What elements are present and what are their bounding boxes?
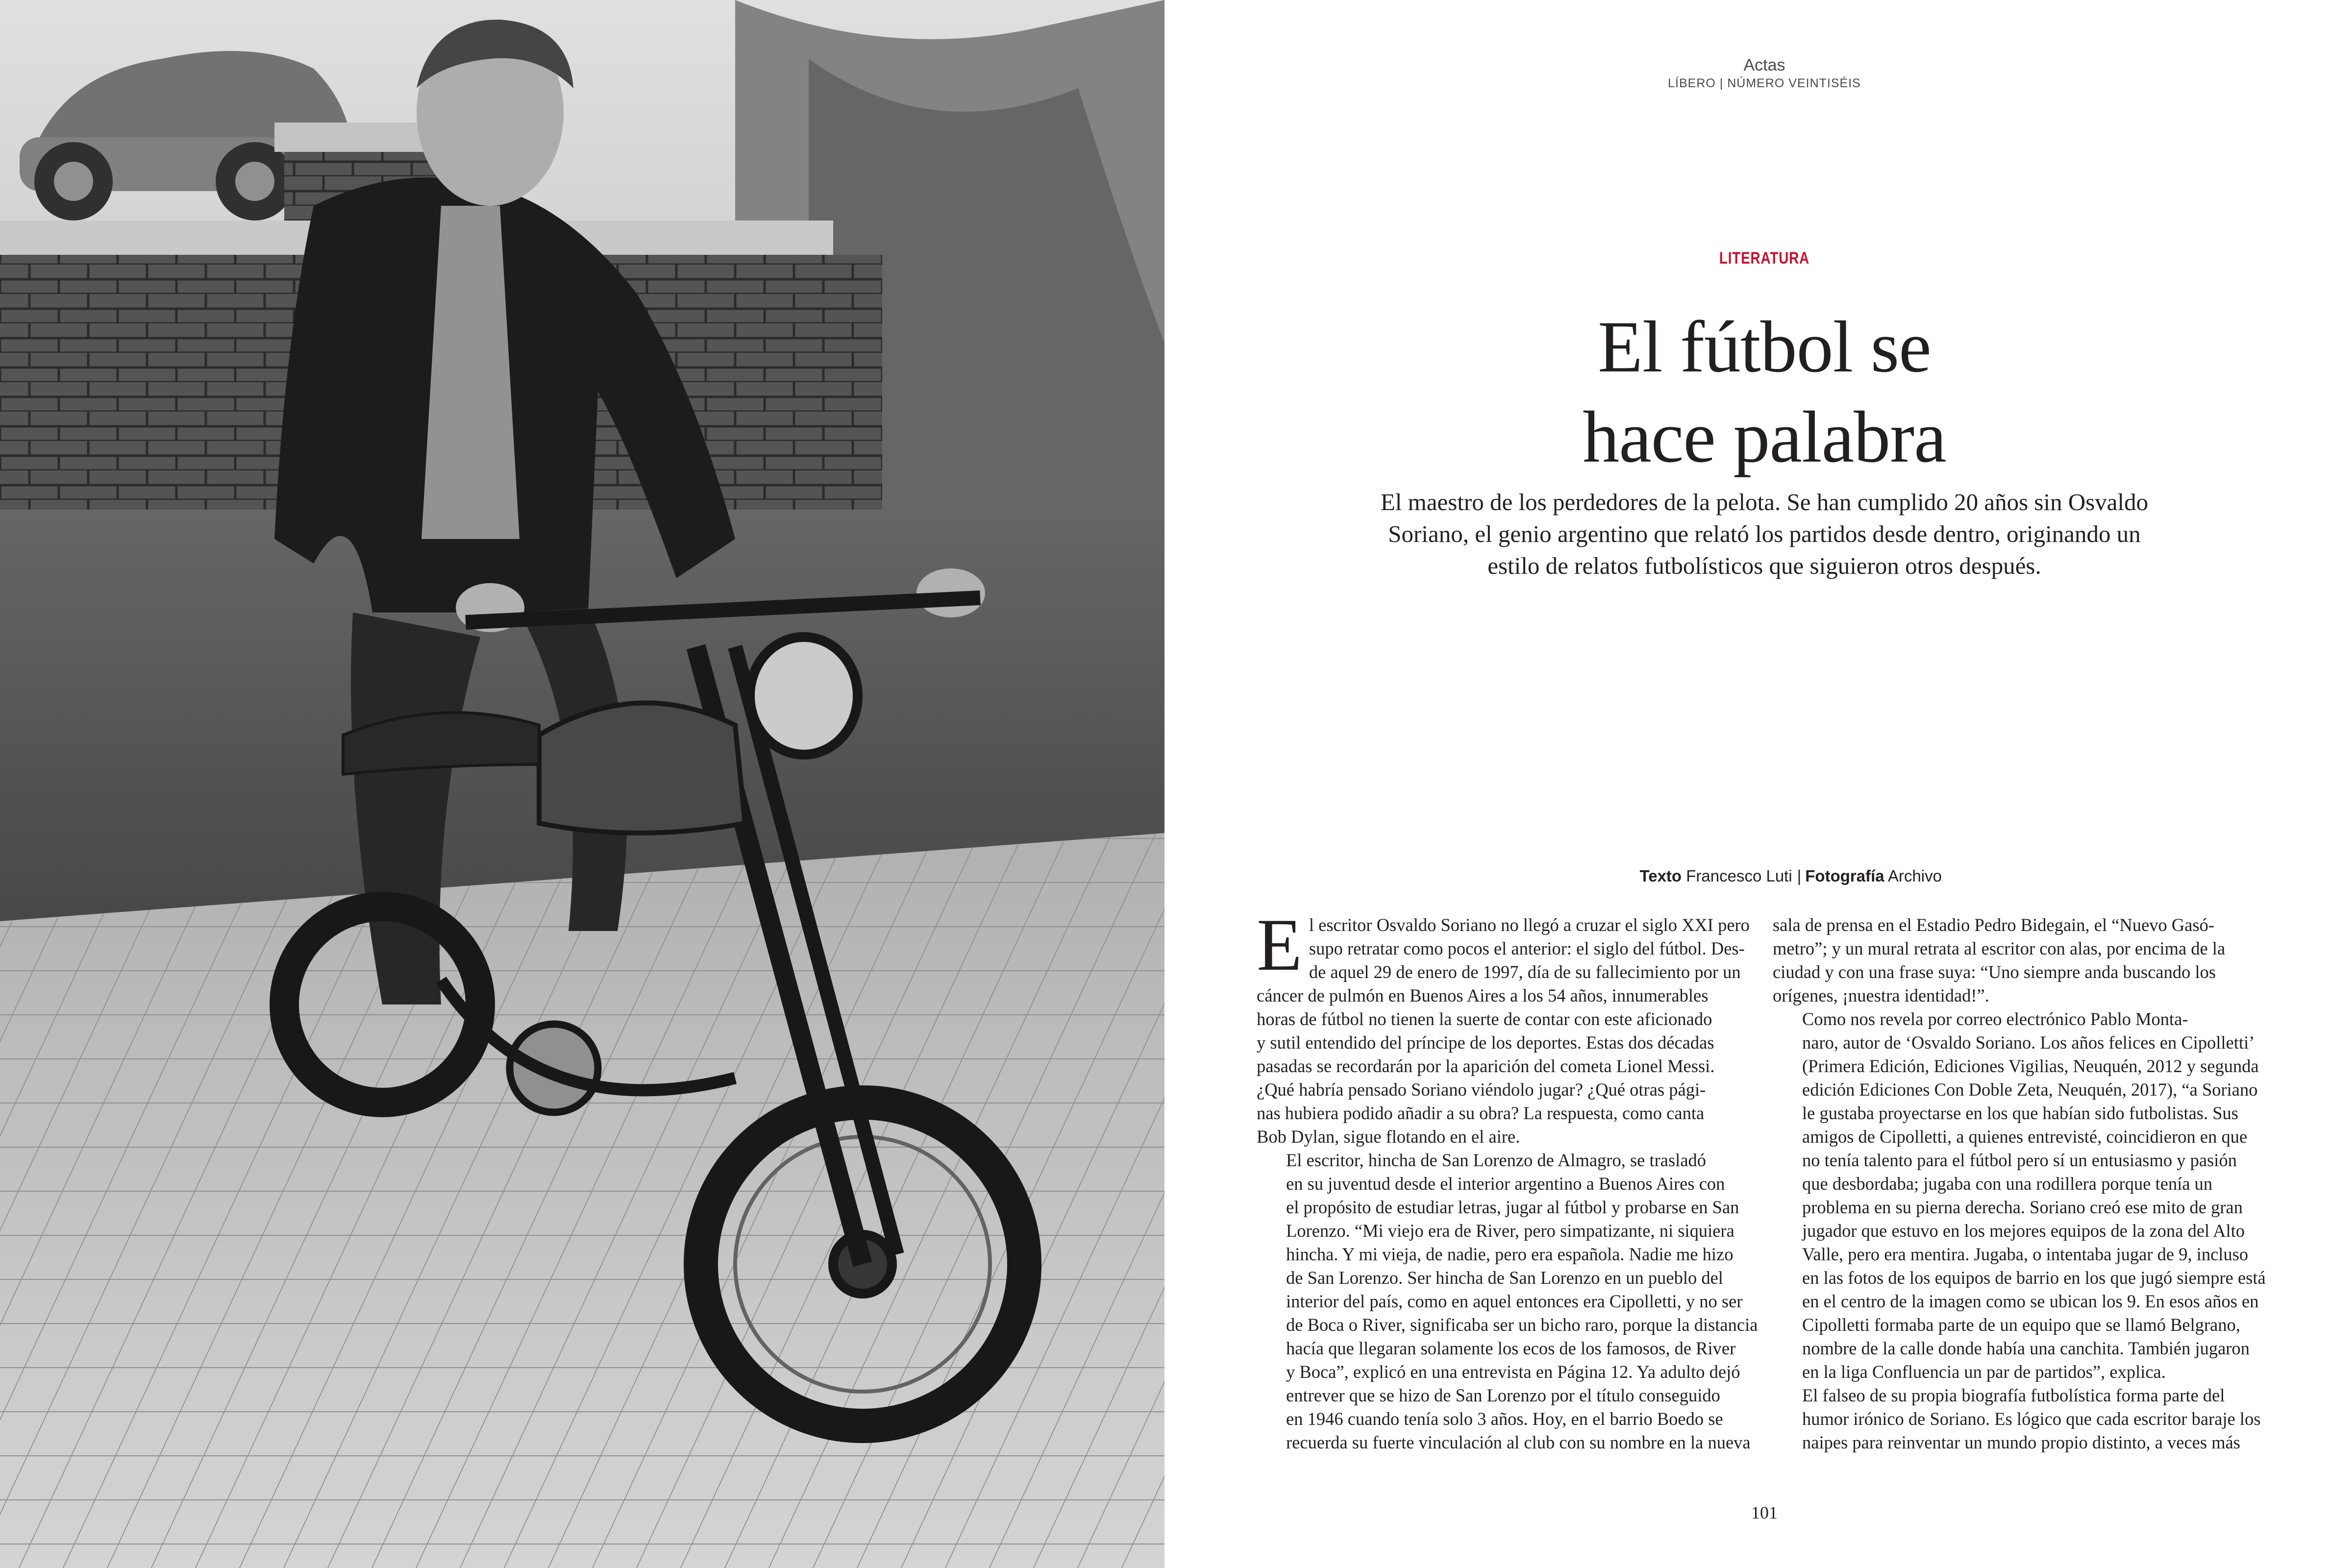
- text-line: hacía que llegaran solamente los ecos de los famosos, de River: [1286, 1338, 1736, 1358]
- article-lede: [1372, 486, 2156, 582]
- text-line: el propósito de estudiar letras, jugar al fútbol y probarse en San: [1286, 1197, 1739, 1217]
- page-number: 101: [1751, 1503, 1778, 1522]
- text-line: en su juventud desde el interior argentino a Buenos Aires con: [1286, 1174, 1725, 1194]
- text-line: amigos de Cipolletti, a quienes entrevisté, coincidieron en que: [1802, 1127, 2248, 1147]
- text-line: sala de prensa en el Estadio Pedro Bidegain, el “Nuevo Gasó-: [1773, 915, 2215, 935]
- text-line: edición Ediciones Con Doble Zeta, Neuquén, 2017), “a Soriano: [1802, 1079, 2258, 1100]
- article-title: [1421, 302, 2107, 482]
- text-line: recuerda su fuerte vinculación al club con su nombre en la nueva: [1286, 1432, 1751, 1452]
- text-line: metro”; y un mural retrata al escritor con alas, por encima de la: [1773, 938, 2226, 958]
- section-name: Actas: [1743, 56, 1785, 74]
- text-line: nombre de la calle donde había una canchita. También jugaron: [1802, 1338, 2250, 1358]
- text-line: le gustaba proyectarse en los que habían sido futbolistas. Sus: [1802, 1103, 2239, 1123]
- text-line: jugador que estuvo en los mejores equipos de la zona del Alto: [1802, 1221, 2245, 1241]
- byline-separator: |: [1797, 867, 1802, 885]
- paragraph: [1257, 1149, 1758, 1454]
- text-line: pasadas se recordarán por la aparición del cometa Lionel Messi.: [1257, 1056, 1715, 1076]
- text-line: humor irónico de Soriano. Es lógico que cada escritor baraje los: [1802, 1409, 2261, 1429]
- text-line: supo retratar como pocos el anterior: el siglo del fútbol. Des-: [1309, 938, 1745, 958]
- paragraph: [1773, 1007, 2266, 1384]
- paragraph: [1773, 913, 2224, 1007]
- lede-line-3: estilo de relatos futbolísticos que siguieron otros después.: [1487, 552, 2041, 579]
- text-line: en 1946 cuando tenía solo 3 años. Hoy, en el barrio Boedo se: [1286, 1409, 1723, 1429]
- text-line: en el centro de la imagen como se ubican los 9. En esos años en: [1802, 1291, 2259, 1311]
- text-line: entrever que se hizo de San Lorenzo por el título conseguido: [1286, 1385, 1720, 1405]
- text-line: problema en su pierna derecha. Soriano creó ese mito de gran: [1802, 1197, 2243, 1217]
- text-line: Como nos revela por correo electrónico Pablo Monta-: [1802, 1009, 2188, 1029]
- text-line: El falseo de su propia biografía futbolística forma parte del: [1802, 1385, 2225, 1405]
- text-line: cáncer de pulmón en Buenos Aires a los 54 años, innumerables: [1257, 985, 1709, 1005]
- text-line: en las fotos de los equipos de barrio en los que jugó siempre está: [1802, 1268, 2266, 1288]
- paragraph: [1257, 904, 1750, 1149]
- text-line: ciudad y con una frase suya: “Uno siempre anda buscando los: [1773, 962, 2216, 982]
- text-line: nas hubiera podido añadir a su obra? La respuesta, como canta: [1257, 1103, 1705, 1123]
- paragraph: [1773, 1384, 2261, 1454]
- body-column-2: [1773, 913, 2266, 1454]
- text-line: (Primera Edición, Ediciones Vigilias, Neuquén, 2012 y segunda: [1802, 1056, 2259, 1076]
- text-line: de Boca o River, significaba ser un bicho raro, porque la distancia: [1286, 1315, 1758, 1335]
- byline: [1640, 866, 1942, 886]
- text-line: Lorenzo. “Mi viejo era de River, pero simpatizante, ni siquiera: [1286, 1221, 1734, 1241]
- byline-text-label: Texto: [1639, 867, 1682, 885]
- issue-label: LÍBERO | NÚMERO VEINTISÉIS: [1668, 76, 1861, 90]
- lede-line-2: Soriano, el genio argentino que relató los partidos desde dentro, originando un: [1388, 520, 2141, 547]
- text-line: y sutil entendido del príncipe de los deportes. Estas dos décadas: [1257, 1032, 1714, 1053]
- text-line: orígenes, ¡nuestra identidad!”.: [1773, 985, 1989, 1005]
- text-line: Bob Dylan, sigue flotando en el aire.: [1257, 1127, 1520, 1147]
- body-column-1: [1257, 904, 1758, 1454]
- text-line: naro, autor de ‘Osvaldo Soriano. Los años felices en Cipolletti’: [1802, 1032, 2255, 1053]
- text-line: de San Lorenzo. Ser hincha de San Lorenzo en un pueblo del: [1286, 1268, 1723, 1288]
- text-line: en la liga Confluencia un par de partidos”, explica.: [1802, 1362, 2166, 1382]
- text-line: de aquel 29 de enero de 1997, día de su fallecimiento por un: [1309, 962, 1741, 982]
- category-kicker: LITERATURA: [1719, 249, 1810, 268]
- drop-cap: E: [1257, 904, 1302, 986]
- text-line: Valle, pero era mentira. Jugaba, o intentaba jugar de 9, incluso: [1802, 1244, 2249, 1264]
- text-line: ¿Qué habría pensado Soriano viéndolo jugar? ¿Qué otras pági-: [1257, 1079, 1706, 1100]
- text-line: que desbordaba; jugaba con una rodillera porque tenía un: [1802, 1174, 2213, 1194]
- text-line: naipes para reinventar un mundo propio distinto, a veces más: [1802, 1432, 2241, 1452]
- text-line: Cipolletti formaba parte de un equipo que se llamó Belgrano,: [1802, 1315, 2241, 1335]
- byline-author: Francesco Luti: [1686, 867, 1792, 885]
- text-line: y Boca”, explicó en una entrevista en Página 12. Ya adulto dejó: [1286, 1362, 1740, 1382]
- byline-photo-credit: Archivo: [1887, 867, 1942, 885]
- title-line-1: El fútbol se: [1598, 306, 1931, 388]
- text-line: l escritor Osvaldo Soriano no llegó a cruzar el siglo XXI pero: [1309, 915, 1750, 935]
- text-line: hincha. Y mi vieja, de nadie, pero era española. Nadie me hizo: [1286, 1244, 1734, 1264]
- title-line-2: hace palabra: [1583, 396, 1946, 478]
- text-line: El escritor, hincha de San Lorenzo de Almagro, se trasladó: [1286, 1150, 1707, 1170]
- running-header: [1617, 55, 1911, 91]
- text-line: interior del país, como en aquel entonces era Cipolletti, y no ser: [1286, 1291, 1743, 1311]
- text-line: no tenía talento para el fútbol pero sí un entusiasmo y pasión: [1802, 1150, 2237, 1170]
- text-line: horas de fútbol no tienen la suerte de contar con este aficionado: [1257, 1009, 1712, 1029]
- lede-line-1: El maestro de los perdedores de la pelota. Se han cumplido 20 años sin Osvaldo: [1380, 489, 2149, 515]
- byline-photo-label: Fotografía: [1805, 867, 1884, 885]
